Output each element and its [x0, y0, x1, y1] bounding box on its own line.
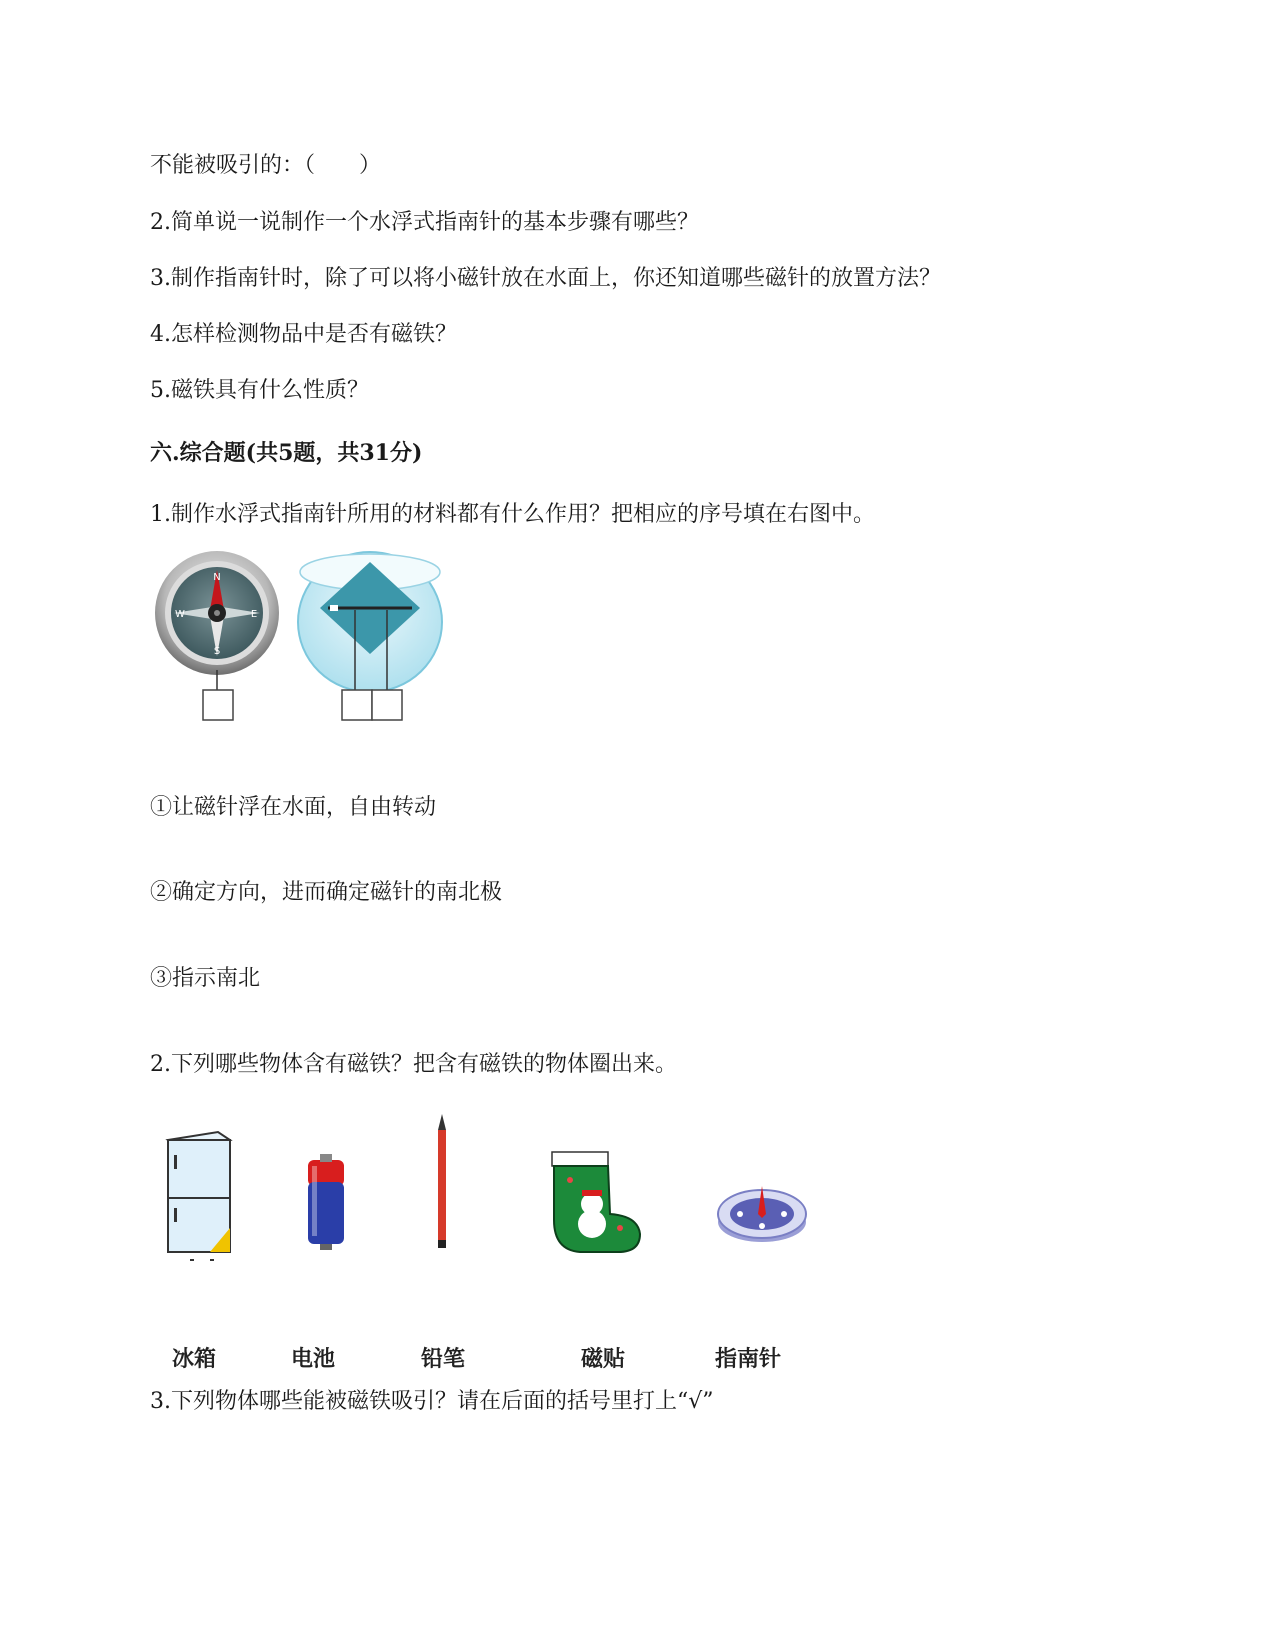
- section-heading: 六.综合题(共5题，共31分): [150, 440, 423, 466]
- compass-n-label: N: [213, 572, 221, 583]
- answer-box-needle[interactable]: [372, 690, 402, 720]
- fridge-icon: [168, 1132, 230, 1260]
- caption-pencil: 铅笔: [420, 1347, 465, 1372]
- q1-option-3: ③指示南北: [150, 966, 261, 991]
- q1-option-2: ②确定方向，进而确定磁针的南北极: [150, 880, 503, 905]
- question-5: 5.磁铁具有什么性质？: [150, 378, 369, 403]
- question-2: 2.简单说一说制作一个水浮式指南针的基本步骤有哪些？: [150, 210, 699, 235]
- caption-compass: 指南针: [714, 1347, 781, 1372]
- question-tail-line: 不能被吸引的：（ ）: [150, 153, 382, 178]
- water-bowl-icon: [298, 552, 442, 692]
- objects-figure: [150, 1110, 850, 1290]
- answer-box-compass[interactable]: [203, 690, 233, 720]
- compass-e-label: E: [250, 609, 258, 620]
- q3-prompt: 3.下列物体哪些能被磁铁吸引？请在后面的括号里打上“√”: [150, 1389, 714, 1414]
- battery-icon: [308, 1154, 344, 1250]
- question-3: 3.制作指南针时，除了可以将小磁针放在水面上，你还知道哪些磁针的放置方法？: [150, 266, 941, 291]
- compass-s-label: S: [213, 646, 221, 657]
- compass-icon: [718, 1186, 806, 1242]
- caption-battery: 电池: [290, 1347, 335, 1372]
- question-4: 4.怎样检测物品中是否有磁铁？: [150, 322, 457, 347]
- pencil-icon: [438, 1114, 446, 1248]
- answer-box-bowl[interactable]: [342, 690, 372, 720]
- compass-w-label: W: [175, 609, 185, 620]
- compass-figure: [150, 550, 470, 750]
- q1-prompt: 1.制作水浮式指南针所用的材料都有什么作用？把相应的序号填在右图中。: [150, 502, 875, 527]
- magnet-sticker-icon: [552, 1152, 640, 1252]
- q2-prompt: 2.下列哪些物体含有磁铁？把含有磁铁的物体圈出来。: [150, 1052, 677, 1077]
- caption-magnet-sticker: 磁贴: [580, 1347, 625, 1372]
- q1-option-1: ①让磁针浮在水面，自由转动: [150, 795, 437, 820]
- compass-icon: [155, 551, 279, 675]
- caption-fridge: 冰箱: [171, 1347, 216, 1372]
